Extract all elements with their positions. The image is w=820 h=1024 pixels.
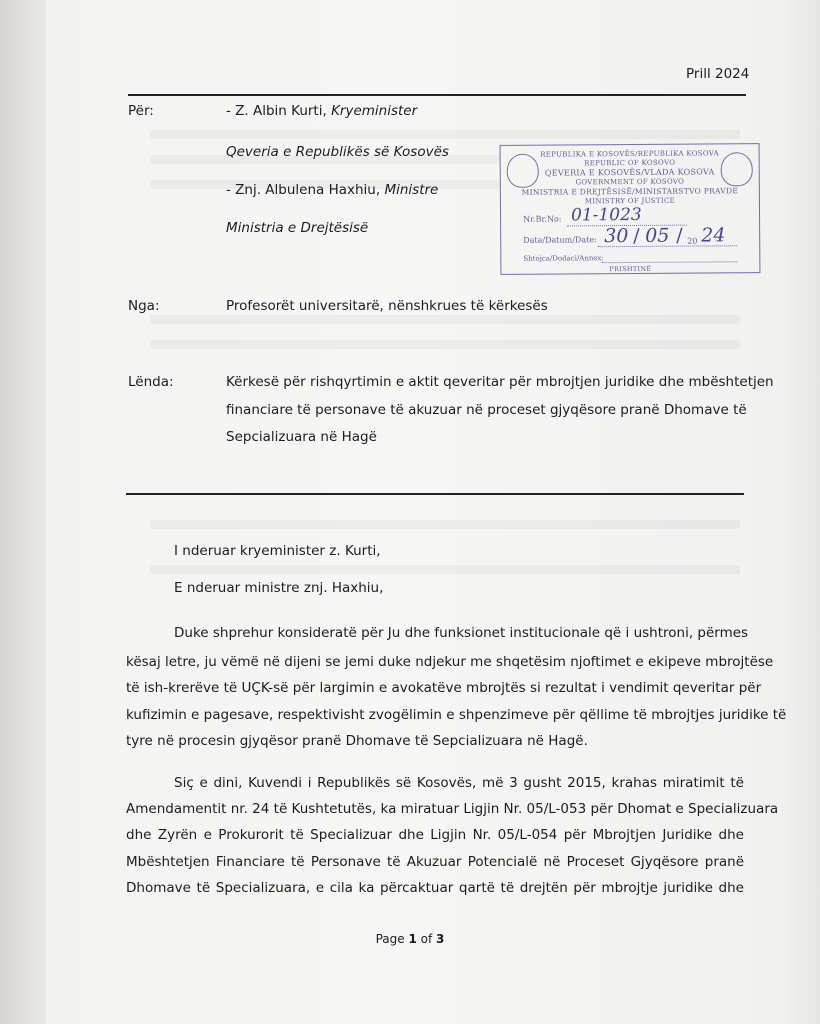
stamp-date-slash: / [676,224,683,247]
bleed-through [150,340,740,349]
page-number-total: 3 [436,932,445,946]
paragraph-1-line: të ish-krerëve të UÇK-së për largimin e avokatëve mbrojtës si rezultat i vendimit qeveritar për [126,680,762,696]
stamp-place: PRISHTINË [609,264,652,274]
stamp-dotted-line [601,261,737,263]
stamp-text: REPUBLIC OF KOSOVO [584,158,676,168]
stamp-date-label: Data/Datum/Date: [523,235,597,245]
page-left-edge [0,0,46,1024]
salutation-line-2: E nderuar ministre znj. Haxhiu, [174,580,384,596]
header-divider [128,94,746,96]
paragraph-1-line: tyre në procesin gjyqësor pranë Dhomave të Sepcializuara në Hagë. [126,733,588,749]
stamp-text: MINISTRY OF JUSTICE [584,196,676,206]
paragraph-2-line: Mbështetjen Financiare të Personave të Akuzuar Potencialë në Proceset Gjyqësore pranë [126,854,744,870]
paragraph-2-line: Amendamentit nr. 24 të Kushtetutës, ka miratuar Ligjin Nr. 05/L-053 për Dhomat e Specializuara [126,801,779,817]
salutation-line-1: I nderuar kryeminister z. Kurti, [174,543,381,559]
subject-label: Lënda: [128,374,174,390]
subject-line-3: Sepcializuara në Hagë [226,429,377,445]
subject-divider [126,493,744,495]
page-number-separator: of [416,932,437,946]
stamp-year-prefix: 20 [687,236,698,246]
recipient-line-4: Ministria e Drejtësisë [226,220,369,236]
stamp-date-month: 05 [645,224,670,247]
paragraph-1-line: Duke shprehur konsideratë për Ju dhe funksionet institucionale që i ushtroni, përmes [174,625,749,641]
subject-line-2: financiare të personave të akuzuar në proceset gjyqësore pranë Dhomave të [226,402,747,418]
stamp-text: QEVERIA E KOSOVËS/VLADA KOSOVA [544,167,715,178]
bleed-through [150,130,740,139]
bleed-through [150,565,740,574]
paragraph-2-line: dhe Zyrën e Prokurorit të Specializuar dhe Ligjin Nr. 05/L-054 për Mbrojtjen Juridike dhe [126,827,744,843]
bleed-through [150,520,740,529]
ministry-registry-stamp [500,143,761,275]
stamp-number-label: Nr.Br.No: [523,214,562,224]
subject-line-1: Kërkesë për rishqyrtimin e aktit qeveritar për mbrojtjen juridike dhe mbështetjen [226,374,774,390]
letter-date: Prill 2024 [686,66,750,82]
stamp-date-year: 24 [701,224,726,247]
page-number-current: 1 [408,932,417,946]
recipient-label: Për: [128,103,154,119]
paragraph-1-line: kufizimin e pagesave, respektivisht zvogëlimin e shpenzimeve për qëllime të mbrojtjes juridike të [126,707,787,723]
stamp-date-day: 30 [604,225,629,248]
sender-text: Profesorët universitarë, nënshkrues të kërkesës [226,298,548,314]
stamp-text: GOVERNMENT OF KOSOVO [575,177,685,187]
paragraph-2-line: Siç e dini, Kuvendi i Republikës së Kosovës, më 3 gusht 2015, krahas miratimit të [174,775,744,791]
stamp-annex-label: Shtojca/Dodaci/Annex: [523,254,604,263]
sender-label: Nga: [128,298,160,314]
recipient-line-1: - Z. Albin Kurti, Kryeminister [226,103,418,119]
paragraph-1-line: kësaj letre, ju vëmë në dijeni se jemi duke ndjekur me shqetësim njoftimet e ekipeve mbrojtëse [126,654,774,670]
stamp-text: REPUBLIKA E KOSOVËS/REPUBLIKA KOSOVA [540,149,720,159]
stamp-date-slash: / [633,224,640,247]
recipient-line-2: Qeveria e Republikës së Kosovës [226,144,449,160]
page-number [0,932,820,946]
paragraph-2-line: Dhomave të Specializuara, e cila ka përcaktuar qartë të drejtën për mbrojtje juridike dhe [126,880,744,896]
stamp-text: MINISTRIA E DREJTËSISË/MINISTARSTVO PRAVDE [521,186,739,197]
recipient-line-3: - Znj. Albulena Haxhiu, Ministre [226,182,439,198]
bleed-through [150,315,740,324]
stamp-number-value: 01-1023 [570,204,642,226]
page-number-prefix: Page [375,932,409,946]
